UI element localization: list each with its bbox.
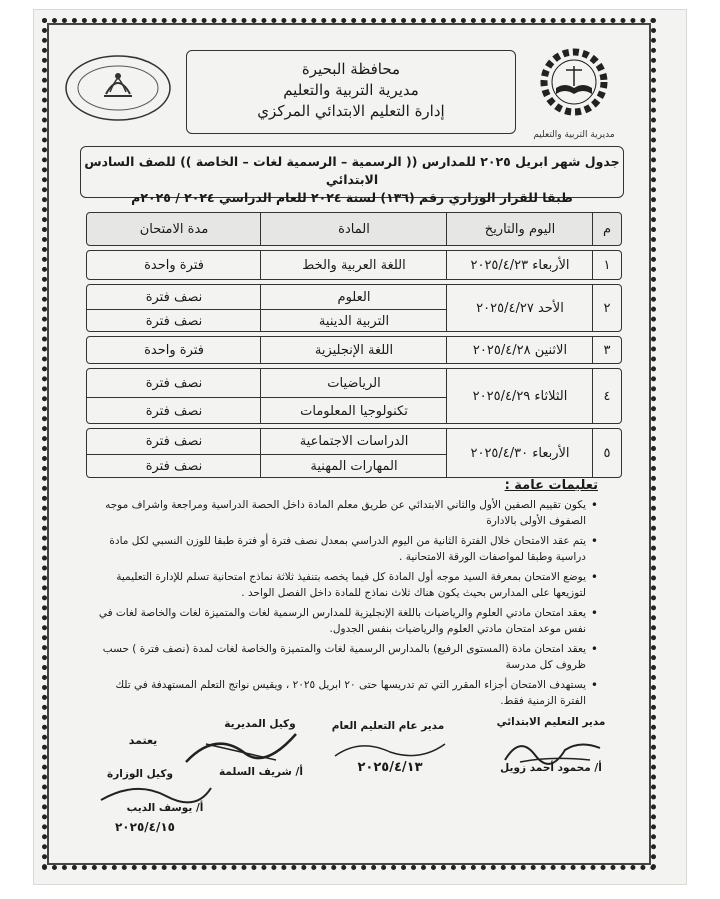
row-num: ٢ xyxy=(592,285,621,331)
row-num: ٥ xyxy=(592,429,621,477)
directorate-logo-caption: مديرية التربية والتعليم xyxy=(533,130,615,140)
instruction-item: • يعقد امتحان مادتي العلوم والرياضيات باللغة الإنجليزية للمدارس الرسمية لغات والمتميزة لغات والخاصة لغات في نفس موعد امتحان مادتي العلوم والرياضيات بنفس الجدول. xyxy=(98,605,598,638)
row-subject: تكنولوجيا المعلومات xyxy=(300,403,408,419)
header-subject: المادة xyxy=(260,213,447,245)
instruction-item: • يعقد امتحان مادة (المستوى الرفيع) بالمدارس الرسمية لغات والمتميزة والخاصة لغات لمدة (نصف فترة ) حسب ظروف كل مدرسة xyxy=(98,641,598,674)
general-instructions xyxy=(98,478,598,713)
row-date: الأربعاء ٢٠٢٥/٤/٢٣ xyxy=(446,251,593,279)
row-subject: التربية الدينية xyxy=(318,313,390,329)
row-duration: نصف فترة xyxy=(145,434,203,449)
deputy-ministry-name: أ/ يوسف الديب xyxy=(126,802,204,814)
row-duration: نصف فترة xyxy=(145,313,203,329)
row-subject: اللغة الإنجليزية xyxy=(260,337,447,363)
primary-education-logo xyxy=(62,52,174,124)
table-row xyxy=(86,428,622,478)
row-duration: نصف فترة xyxy=(145,375,203,391)
primary-director-name: أ/ محمود أحمد زويل xyxy=(500,762,602,774)
row-duration-cell xyxy=(87,369,261,423)
row-date: الأربعاء ٢٠٢٥/٤/٣٠ xyxy=(446,429,593,477)
instruction-item: • يتم عقد الامتحان خلال الفترة الثانية من اليوم الدراسي بمعدل نصف فترة أو فترة طبقا للوزن النسبي لكل مادة دراسية وطبقا لمواصفات الورقة الامتحانية . xyxy=(98,533,598,566)
title-line-1: جدول شهر ابريل ٢٠٢٥ للمدارس (( الرسمية – الرسمية لغات – الخاصة )) للصف السادس الابتدائي xyxy=(84,154,620,187)
table-row xyxy=(86,284,622,332)
instructions-heading: تعليمات عامة : xyxy=(504,478,598,493)
header-num: م xyxy=(592,213,621,245)
instruction-item: • يكون تقييم الصفين الأول والثاني الابتدائي عن طريق معلم المادة داخل الحصة الدراسية ومراجعة واشراف موجه الصفوف الأولى بالادارة xyxy=(98,497,598,530)
row-subject-cell xyxy=(260,429,447,477)
administration-name: إدارة التعليم الابتدائي المركزي xyxy=(257,102,445,120)
general-director-title: مدير عام التعليم العام xyxy=(331,720,445,732)
title-line-2: طبقا للقرار الوزاري رقم (١٣٦) لسنة ٢٠٢٤ للعام الدراسي ٢٠٢٤ / ٢٠٢٥م xyxy=(131,190,573,205)
primary-director-signature xyxy=(476,716,626,728)
deputy-ministry-date: ٢٠٢٥/٤/١٥ xyxy=(114,820,176,834)
directorate-name: مديرية التربية والتعليم xyxy=(283,81,419,99)
row-num: ١ xyxy=(592,251,621,279)
table-row xyxy=(86,250,622,280)
header-duration: مدة الامتحان xyxy=(139,221,209,237)
table-row xyxy=(86,368,622,424)
row-duration: فترة واحدة xyxy=(144,342,204,358)
table-header-row xyxy=(86,212,622,246)
primary-director-title: مدير التعليم الابتدائي xyxy=(496,716,606,728)
row-date: الأحد ٢٠٢٥/٤/٢٧ xyxy=(446,285,593,331)
row-duration: نصف فترة xyxy=(145,289,203,305)
row-duration-cell xyxy=(87,285,261,331)
row-date: الثلاثاء ٢٠٢٥/٤/٢٩ xyxy=(446,369,593,423)
header-date: اليوم والتاريخ xyxy=(446,213,593,245)
deputy-ministry-title: وكيل الوزارة xyxy=(107,768,173,780)
instruction-item: • يستهدف الامتحان أجزاء المقرر التي تم تدريسها حتى ٢٠ ابريل ٢٠٢٥ ، ويقيس نواتج التعلم المستهدفة في تلك الفترة الزمنية فقط. xyxy=(98,677,598,710)
general-director-date: ٢٠٢٥/٤/١٣ xyxy=(357,760,423,775)
row-date: الاثنين ٢٠٢٥/٤/٢٨ xyxy=(446,337,593,363)
row-duration: نصف فترة xyxy=(145,459,203,474)
instruction-item: • يوضع الامتحان بمعرفة السيد موجه أول المادة كل فيما يخصه بتنفيذ ثلاثة نماذج امتحانية تسلم للإدارة التعليمية لتوزيعها على المدارس بحيث يكون هناك ثلاث نماذج للمادة داخل الفصل الواحد . xyxy=(98,569,598,602)
row-duration-cell xyxy=(87,429,261,477)
row-duration: نصف فترة xyxy=(145,403,203,419)
row-subject-cell xyxy=(260,369,447,423)
schedule-title xyxy=(80,146,624,205)
row-num: ٤ xyxy=(592,369,621,423)
row-duration: فترة واحدة xyxy=(144,257,204,273)
deputy-directorate-title: وكيل المديرية xyxy=(224,718,296,730)
row-num: ٣ xyxy=(592,337,621,363)
row-subject-cell xyxy=(260,285,447,331)
row-subject: الرياضيات xyxy=(327,375,381,391)
row-subject: اللغة العربية والخط xyxy=(260,251,447,279)
deputy-directorate-scrawl xyxy=(176,724,306,770)
deputy-directorate-name: أ/ شريف السلمة xyxy=(219,766,303,778)
approved-label: يعتمد xyxy=(128,734,158,747)
directorate-logo xyxy=(524,46,624,130)
governorate-name: محافظة البحيرة xyxy=(301,60,401,78)
row-subject: المهارات المهنية xyxy=(310,459,398,474)
document-header xyxy=(186,50,516,134)
row-subject: الدراسات الاجتماعية xyxy=(299,434,409,449)
table-row xyxy=(86,336,622,364)
row-subject: العلوم xyxy=(337,289,371,305)
